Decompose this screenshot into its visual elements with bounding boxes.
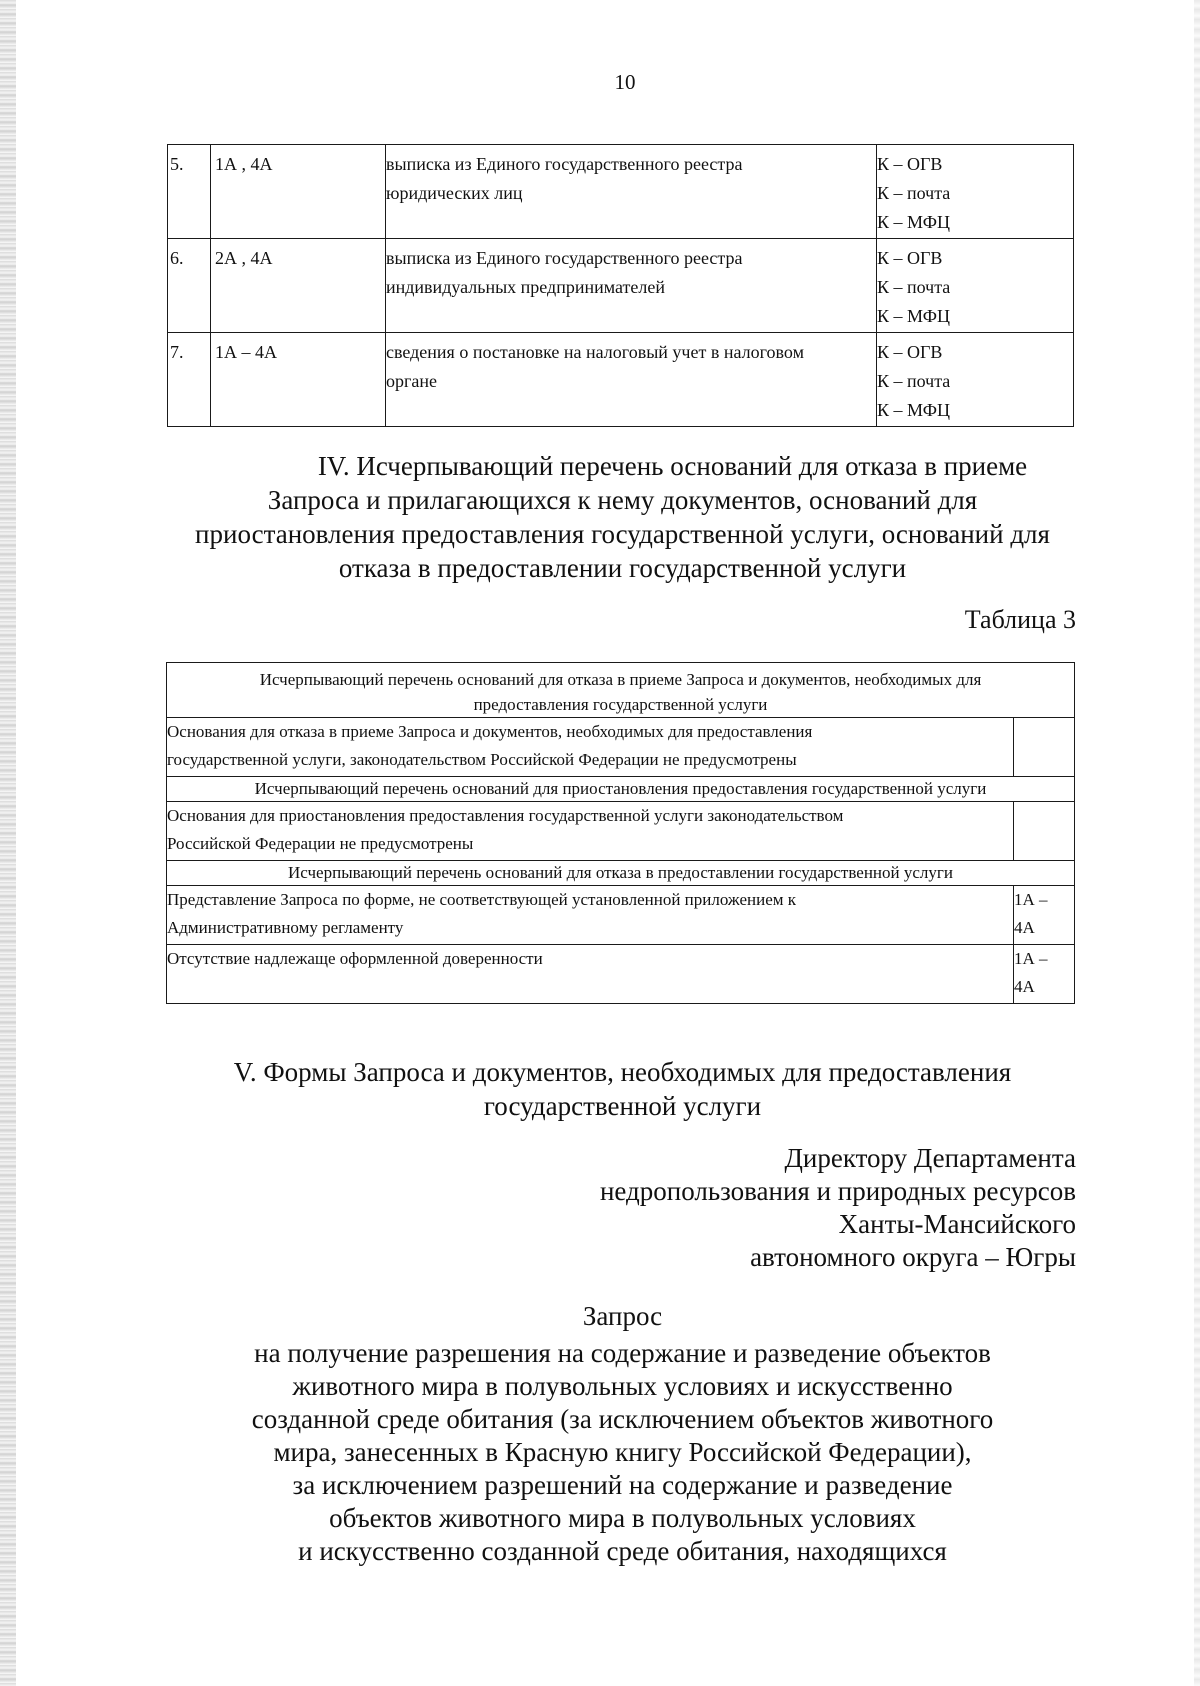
addressee-line: Ханты-Мансийского (838, 1209, 1076, 1239)
applicant-codes: 1А , 4А (211, 145, 386, 239)
submission-way: К – почта (877, 371, 951, 391)
addressee-block (600, 1142, 1076, 1274)
submission-ways (877, 239, 1074, 333)
submission-way: К – МФЦ (877, 400, 950, 420)
header-cell (167, 663, 1075, 718)
table-header-row (167, 861, 1075, 886)
refusal-grounds-table (166, 662, 1075, 1004)
addressee-line: автономного округа – Югры (750, 1242, 1076, 1272)
section-4-title-line: Запроса и прилагающихся к нему документов, оснований для (267, 485, 978, 515)
request-body-line: и искусственно созданной среде обитания, находящихся (298, 1536, 947, 1566)
request-body-line: на получение разрешения на содержание и разведение объектов (254, 1338, 991, 1368)
submission-way: К – ОГВ (877, 342, 943, 362)
table-row (167, 718, 1075, 777)
applicant-codes-cell (1014, 718, 1075, 777)
header-cell: Исчерпывающий перечень оснований для отказа в предоставлении государственной услуги (167, 861, 1075, 886)
page-number: 10 (614, 70, 636, 94)
section-5-title (0, 1055, 1200, 1123)
document-name-line: выписка из Единого государственного реестра (386, 248, 743, 268)
header-line: предоставления государственной услуги (473, 695, 768, 714)
submission-ways (877, 333, 1074, 427)
addressee-line: Директору Департамента (784, 1143, 1076, 1173)
grounds-text (167, 886, 1014, 945)
grounds-line: Представление Запроса по форме, не соответствующей установленной приложением к (167, 890, 796, 909)
table-row (167, 886, 1075, 945)
grounds-line: Административному регламенту (167, 918, 404, 937)
documents-table (167, 144, 1074, 427)
table-row (168, 333, 1074, 427)
table-row (167, 802, 1075, 861)
grounds-text (167, 802, 1014, 861)
grounds-line: Российской Федерации не предусмотрены (167, 834, 474, 853)
document-name-line: юридических лиц (386, 183, 523, 203)
applicant-code-line: 4А (1014, 977, 1035, 996)
section-4-title-line: отказа в предоставлении государственной услуги (338, 553, 907, 583)
grounds-line: Основания для отказа в приеме Запроса и документов, необходимых для предоставления (167, 722, 813, 741)
request-body-line: животного мира в полувольных условиях и искусственно (292, 1371, 953, 1401)
section-4-title (170, 449, 1075, 585)
section-4-title-line: IV. Исчерпывающий перечень оснований для отказа в приеме (317, 451, 1028, 481)
request-body (0, 1337, 1200, 1568)
document-name-line: индивидуальных предпринимателей (386, 277, 665, 297)
header-cell: Исчерпывающий перечень оснований для приостановления предоставления государственной услуги (167, 777, 1075, 802)
submission-way: К – ОГВ (877, 248, 943, 268)
section-4-title-line: приостановления предоставления государственной услуги, оснований для (195, 519, 1050, 549)
request-body-line: за исключением разрешений на содержание и разведение (292, 1470, 953, 1500)
request-body-line: созданной среде обитания (за исключением объектов животного (251, 1404, 994, 1434)
table-row (167, 945, 1075, 1004)
submission-way: К – почта (877, 183, 951, 203)
document-name-line: органе (386, 371, 437, 391)
applicant-code-line: 1А – (1014, 949, 1048, 968)
grounds-text (167, 718, 1014, 777)
document-name-line: выписка из Единого государственного реестра (386, 154, 743, 174)
applicant-code-line: 4А (1014, 918, 1035, 937)
document-name (386, 239, 877, 333)
section-5-title-line: государственной услуги (483, 1091, 762, 1121)
row-number: 7. (168, 333, 211, 427)
request-body-line: объектов животного мира в полувольных условиях (329, 1503, 916, 1533)
request-title: Запрос (582, 1301, 663, 1331)
row-number: 6. (168, 239, 211, 333)
addressee-line: недропользования и природных ресурсов (599, 1176, 1076, 1206)
applicant-codes: 2А , 4А (211, 239, 386, 333)
submission-way: К – ОГВ (877, 154, 943, 174)
grounds-line: государственной услуги, законодательством Российской Федерации не предусмотрены (167, 750, 797, 769)
applicant-codes-cell (1014, 945, 1075, 1004)
applicant-codes-cell (1014, 802, 1075, 861)
submission-ways (877, 145, 1074, 239)
submission-way: К – МФЦ (877, 212, 950, 232)
table-header-row (167, 663, 1075, 718)
table-caption: Таблица 3 (964, 605, 1076, 634)
table-header-row (167, 777, 1075, 802)
row-number: 5. (168, 145, 211, 239)
grounds-line: Основания для приостановления предоставления государственной услуги законодательством (167, 806, 844, 825)
header-line: Исчерпывающий перечень оснований для отказа в приеме Запроса и документов, необходимых для (259, 670, 982, 689)
document-name-line: сведения о постановке на налоговый учет в налоговом (386, 342, 804, 362)
document-name (386, 333, 877, 427)
request-body-line: мира, занесенных в Красную книгу Российской Федерации), (273, 1437, 972, 1467)
submission-way: К – МФЦ (877, 306, 950, 326)
submission-way: К – почта (877, 277, 951, 297)
applicant-code-line: 1А – (1014, 890, 1048, 909)
applicant-codes-cell (1014, 886, 1075, 945)
grounds-text: Отсутствие надлежаще оформленной доверенности (167, 945, 1014, 1004)
table-row (168, 145, 1074, 239)
table-row (168, 239, 1074, 333)
document-name (386, 145, 877, 239)
section-5-title-line: V. Формы Запроса и документов, необходимых для предоставления (233, 1057, 1012, 1087)
applicant-codes: 1А – 4А (211, 333, 386, 427)
